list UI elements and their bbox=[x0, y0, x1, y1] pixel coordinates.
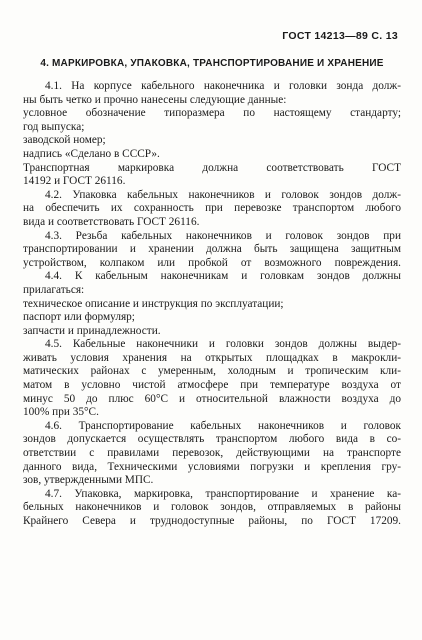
section-title: 4. МАРКИРОВКА, УПАКОВКА, ТРАНСПОРТИРОВАНИЕ И ХРАНЕНИЕ bbox=[40, 58, 384, 69]
text-line: транспортировании и хранении должна быть защищена защитным bbox=[23, 243, 401, 256]
text-line: Транспортная маркировка должна соответствовать ГОСТ bbox=[23, 161, 401, 174]
text-line: 14192 и ГОСТ 26116. bbox=[23, 175, 126, 188]
text-line: 4.2. Упаковка кабельных наконечников и головок зондов долж- bbox=[45, 188, 401, 201]
text-line: ны быть четко и прочно нанесены следующие данные: bbox=[23, 93, 287, 106]
text-line: запчасти и принадлежности. bbox=[23, 324, 161, 337]
page-header: ГОСТ 14213—89 С. 13 bbox=[282, 30, 398, 42]
text-line: заводской номер; bbox=[23, 134, 106, 147]
document-body bbox=[23, 80, 401, 529]
text-line: условное обозначение типоразмера по настоящему стандарту; bbox=[23, 107, 401, 120]
text-line: матом в условно чистой атмосфере при температуре воздуха от bbox=[23, 379, 401, 392]
text-line: ответствии с правилами перевозок, действующими на транспорте bbox=[23, 447, 401, 460]
text-line: 4.6. Транспортирование кабельных наконечников и головок bbox=[45, 419, 401, 432]
text-line: Крайнего Севера и труднодоступные районы, по ГОСТ 17209. bbox=[23, 515, 401, 527]
text-line: вида и соответствовать ГОСТ 26116. bbox=[23, 215, 200, 228]
text-line: на обеспечить их сохранность при перевозке транспортом любого bbox=[23, 202, 401, 215]
text-line: 100% при 35°С. bbox=[23, 406, 99, 419]
text-line: зондов допускается осуществлять транспортом любого вида в со- bbox=[23, 433, 401, 446]
text-line: данного вида, Техническими условиями погрузки и крепления гру- bbox=[23, 460, 401, 473]
text-line: надпись «Сделано в СССР». bbox=[23, 147, 160, 160]
text-line: прилагаться: bbox=[23, 283, 85, 296]
text-line: матических районах с умеренным, холодным и тропическим кли- bbox=[23, 365, 401, 378]
text-line: бельных наконечников и головок зондов, отправляемых в районы bbox=[23, 501, 401, 514]
text-line: техническое описание и инструкция по эксплуатации; bbox=[23, 297, 284, 310]
text-line: живать условия хранения на открытых площадках в макрокли- bbox=[23, 351, 401, 364]
text-line: год выпуска; bbox=[23, 120, 85, 133]
text-line: 4.7. Упаковка, маркировка, транспортирование и хранение ка- bbox=[45, 487, 401, 500]
text-line: 4.1. На корпусе кабельного наконечника и головки зонда долж- bbox=[45, 80, 401, 92]
text-line: устройством, колпаком или пробкой от возможного повреждения. bbox=[23, 256, 401, 269]
text-line: 4.3. Резьба кабельных наконечников и головок зондов при bbox=[45, 229, 401, 242]
text-line: минус 50 до плюс 60°С и относительной влажности воздуха до bbox=[23, 392, 401, 405]
text-line: зов, утвержденными МПС. bbox=[23, 474, 154, 487]
text-line: 4.5. Кабельные наконечники и головки зондов должны выдер- bbox=[45, 338, 401, 351]
text-line: 4.4. К кабельным наконечникам и головкам зондов должны bbox=[45, 270, 401, 283]
text-line: паспорт или формуляр; bbox=[23, 311, 135, 324]
